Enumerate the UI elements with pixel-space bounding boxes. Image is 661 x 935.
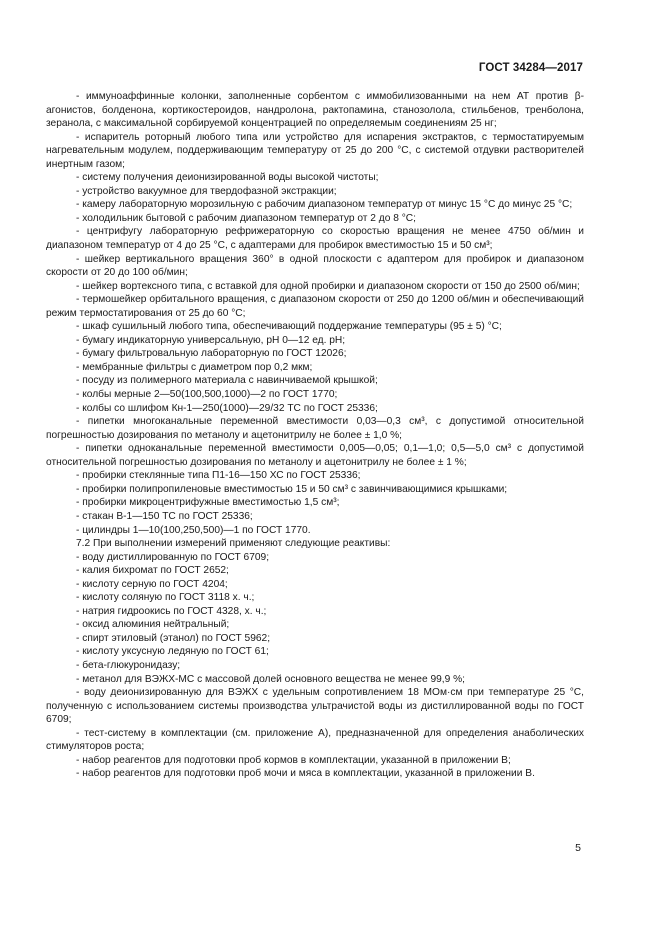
paragraph-item: - метанол для ВЭЖХ-МС с массовой долей основного вещества не менее 99,9 %; — [76, 673, 465, 685]
paragraph-item: - набор реагентов для подготовки проб мочи и мяса в комплектации, указанной в приложении В. — [76, 768, 535, 780]
paragraph-item: - набор реагентов для подготовки проб кормов в комплектации, указанной в приложении В; — [76, 754, 511, 766]
paragraph-item: - устройство вакуумное для твердофазной экстракции; — [76, 185, 337, 197]
paragraph-item: - кислоту серную по ГОСТ 4204; — [76, 578, 228, 590]
paragraph-item: - пробирки стеклянные типа П1-16—150 ХС по ГОСТ 25336; — [76, 470, 361, 482]
paragraph-item: - воду дистиллированную по ГОСТ 6709; — [76, 551, 270, 563]
paragraph-item: - посуду из полимерного материала с навинчиваемой крышкой; — [76, 375, 378, 387]
paragraph-item: - центрифугу лабораторную рефрижераторную со скоростью вращения не менее 4750 об/мин и диапазоном температур от 4 до 25 °С, с адаптерами для пробирок вместимостью 15 и 50 см³; — [46, 226, 584, 252]
document-code: ГОСТ 34284—2017 — [478, 62, 583, 74]
paragraph-item: - камеру лабораторную морозильную с рабочим диапазоном температур от минус 15 °С до минус 25 °С; — [76, 199, 573, 211]
paragraph-item: - оксид алюминия нейтральный; — [76, 619, 230, 631]
paragraph-item: - колбы мерные 2—50(100,500,1000)—2 по ГОСТ 1770; — [76, 389, 338, 401]
paragraph-item: - цилиндры 1—10(100,250,500)—1 по ГОСТ 1770. — [76, 524, 311, 536]
paragraph-item: - бумагу индикаторную универсальную, рН 0—12 ед. рН; — [76, 334, 346, 346]
paragraph-item: - систему получения деионизированной воды высокой чистоты; — [76, 172, 379, 184]
paragraph-item: - испаритель роторный любого типа или устройство для испарения экстрактов, с термостатируемым нагревательным модулем, поддерживающим температуру от 25 до 200 °С, с системой отдувки растворителей инертным газом; — [46, 131, 584, 170]
paragraph-item: - пробирки полипропиленовые вместимостью 15 и 50 см³ с завинчивающимися крышками; — [76, 483, 508, 495]
paragraph-item: - иммуноаффинные колонки, заполненные сорбентом с иммобилизованными на нем АТ против β-агонистов, болденона, кортикостероидов, нандролона, рактопамина, станозолола, стильбенов, тренболона, зеранола, с максимальной сорбируемой концентрацией по определяемым соединениям 25 нг; — [46, 91, 584, 130]
paragraph-item: - стакан В-1—150 ТС по ГОСТ 25336; — [76, 510, 253, 522]
paragraph-item: - пипетки одноканальные переменной вместимости 0,005—0,05; 0,1—1,0; 0,5—5,0 см³ с допустимой относительной погрешностью дозирования по метанолу и ацетонитрилу не более ± 1 %; — [46, 443, 584, 468]
paragraph-item: - бумагу фильтровальную лабораторную по ГОСТ 12026; — [76, 348, 347, 360]
paragraph-item: - бета-глюкуронидазу; — [76, 659, 181, 671]
paragraph-item: - спирт этиловый (этанол) по ГОСТ 5962; — [76, 632, 271, 644]
paragraph-item: - калия бихромат по ГОСТ 2652; — [76, 565, 229, 577]
paragraph-item: - термошейкер орбитального вращения, с диапазоном скорости от 250 до 1200 об/мин и обеспечивающий режим термостатирования от 25 до 60 °С; — [46, 294, 584, 319]
page-number: 5 — [575, 842, 581, 854]
document-body — [46, 90, 584, 781]
paragraph-item: - шкаф сушильный любого типа, обеспечивающий поддержание температуры (95 ± 5) °С; — [76, 321, 502, 333]
paragraph-item: - пробирки микроцентрифужные вместимостью 1,5 см³; — [76, 497, 340, 509]
paragraph-item: 7.2 При выполнении измерений применяют следующие реактивы: — [76, 538, 391, 550]
paragraph-item: - шейкер вертикального вращения 360° в одной плоскости с адаптером для пробирок и диапазоном скорости от 20 до 100 об/мин; — [46, 253, 584, 279]
paragraph-item: - тест-систему в комплектации (см. приложение А), предназначенной для определения анаболических стимуляторов роста; — [46, 727, 584, 753]
paragraph-item: - холодильник бытовой с рабочим диапазоном температур от 2 до 8 °С; — [76, 212, 416, 224]
paragraph-item: - кислоту уксусную ледяную по ГОСТ 61; — [76, 646, 269, 658]
paragraph-item: - пипетки многоканальные переменной вместимости 0,03—0,3 см³, с допустимой относительной погрешностью дозирования по метанолу и ацетонитрилу не более ± 1,0 %; — [46, 416, 584, 441]
paragraph-item: - колбы со шлифом Кн-1—250(1000)—29/32 ТС по ГОСТ 25336; — [76, 402, 378, 414]
paragraph-item: - шейкер вортексного типа, с вставкой для одной пробирки и диапазоном скорости от 150 до 2500 об/мин; — [76, 280, 580, 292]
paragraph-item: - натрия гидроокись по ГОСТ 4328, х. ч.; — [76, 605, 267, 617]
paragraph-item: - мембранные фильтры с диаметром пор 0,2 мкм; — [76, 361, 313, 373]
paragraph-item: - воду деионизированную для ВЭЖХ с удельным сопротивлением 18 МОм·см при температуре 25 °С, полученную с использованием системы производства ультрачистой воды из дистиллированной воды по ГОСТ 6709; — [46, 687, 584, 726]
paragraph-item: - кислоту соляную по ГОСТ 3118 х. ч.; — [76, 592, 255, 604]
